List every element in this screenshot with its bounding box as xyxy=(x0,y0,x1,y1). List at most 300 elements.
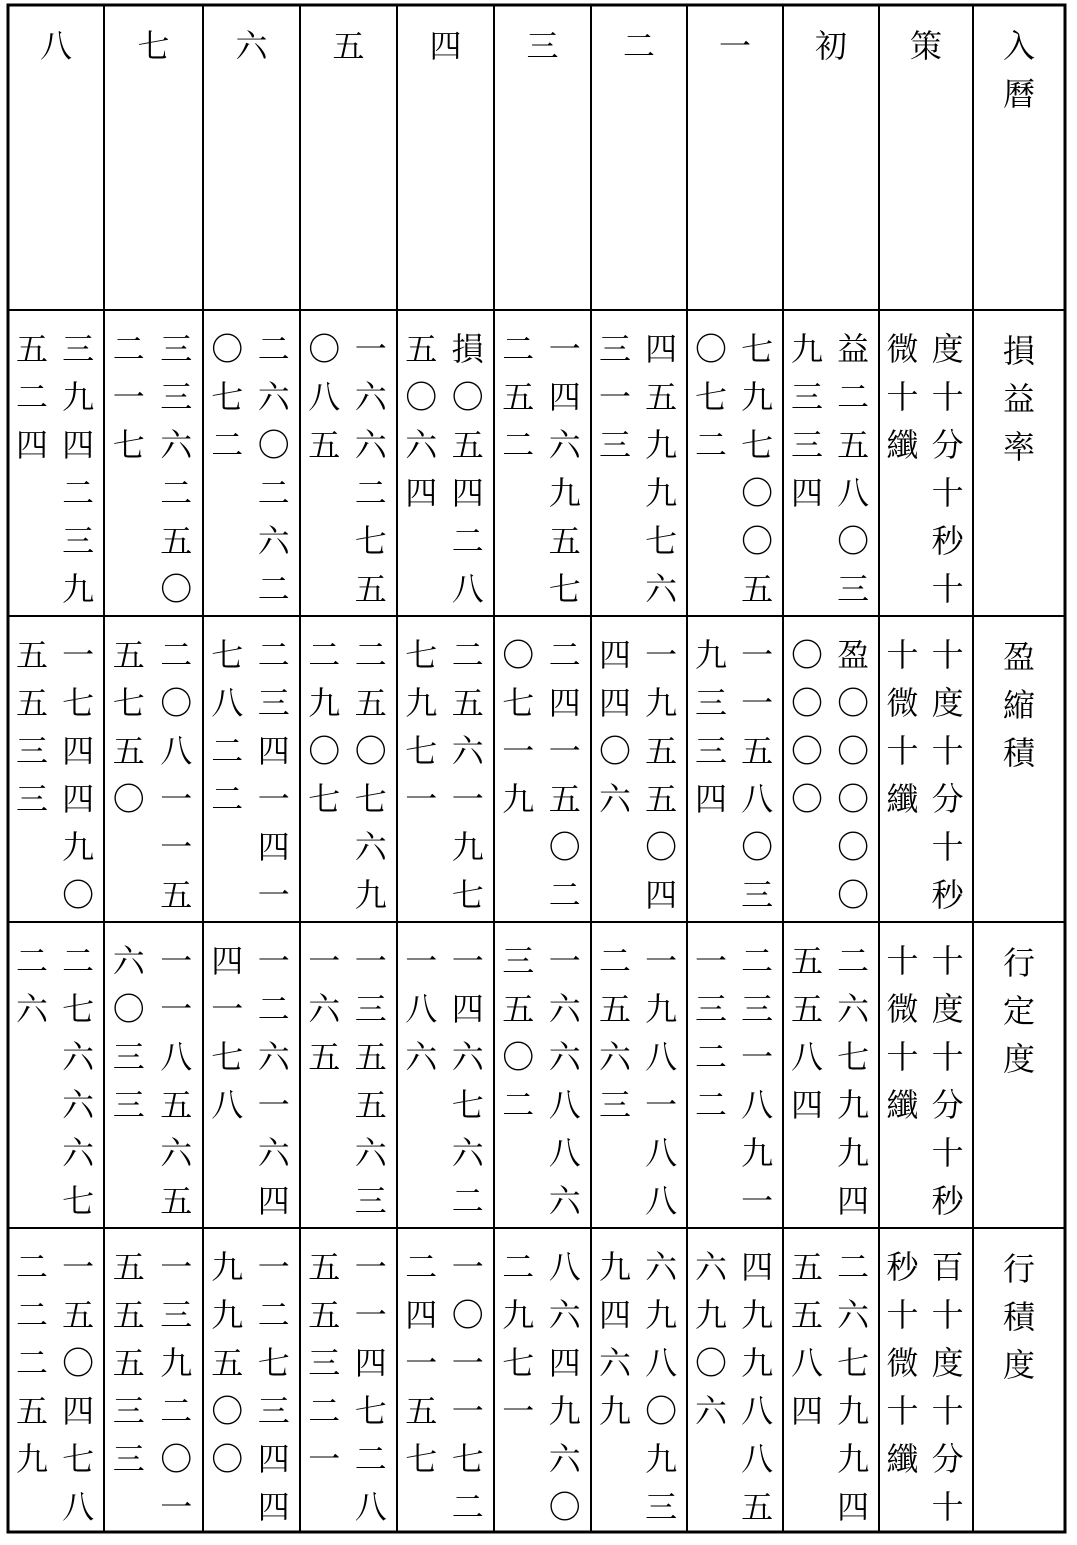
svg-text:七: 七 xyxy=(211,378,244,416)
svg-text:二: 二 xyxy=(62,942,95,980)
svg-text:二: 二 xyxy=(257,1296,290,1334)
svg-text:〇: 〇 xyxy=(548,1488,581,1526)
svg-text:一: 一 xyxy=(598,378,632,416)
svg-text:三: 三 xyxy=(694,684,728,722)
svg-text:四: 四 xyxy=(694,780,728,818)
table-cell-line xyxy=(308,636,340,818)
svg-text:三: 三 xyxy=(15,780,49,818)
table-cell-line xyxy=(405,636,437,818)
table-cell-line xyxy=(599,636,632,818)
svg-text:四: 四 xyxy=(15,426,49,464)
svg-text:五: 五 xyxy=(354,570,387,608)
svg-text:六: 六 xyxy=(548,1296,581,1334)
svg-text:〇: 〇 xyxy=(790,780,824,818)
table-cell-line xyxy=(791,942,823,1124)
svg-text:十: 十 xyxy=(931,942,964,980)
svg-text:八: 八 xyxy=(741,780,774,818)
table-cell-line xyxy=(452,1248,484,1526)
svg-text:二: 二 xyxy=(15,1344,49,1382)
svg-text:五: 五 xyxy=(451,684,484,722)
table-cell-line xyxy=(62,942,95,1220)
svg-text:二: 二 xyxy=(257,474,290,512)
svg-text:四: 四 xyxy=(257,1488,290,1526)
svg-text:一: 一 xyxy=(160,942,193,980)
svg-text:七: 七 xyxy=(405,732,438,770)
table-cell-line xyxy=(502,330,534,464)
svg-text:八: 八 xyxy=(211,1086,244,1124)
svg-text:五: 五 xyxy=(645,780,678,818)
svg-text:八: 八 xyxy=(790,1038,824,1076)
svg-text:一: 一 xyxy=(451,1248,484,1286)
svg-text:七: 七 xyxy=(502,684,535,722)
svg-text:二: 二 xyxy=(62,474,95,512)
svg-text:二: 二 xyxy=(741,942,774,980)
svg-text:七: 七 xyxy=(211,636,244,674)
svg-text:四: 四 xyxy=(598,684,632,722)
svg-text:三: 三 xyxy=(112,1038,145,1076)
table-cell-line xyxy=(886,636,918,818)
svg-text:三: 三 xyxy=(790,378,824,416)
svg-text:九: 九 xyxy=(694,636,728,674)
svg-text:六: 六 xyxy=(451,1038,484,1076)
svg-text:三: 三 xyxy=(160,330,193,368)
svg-text:九: 九 xyxy=(451,828,484,866)
svg-text:一: 一 xyxy=(160,1488,193,1526)
svg-text:一: 一 xyxy=(308,1440,341,1478)
table-cell-line xyxy=(741,636,773,914)
table-cell-line xyxy=(932,1248,964,1526)
svg-text:四: 四 xyxy=(451,474,484,512)
svg-text:七: 七 xyxy=(354,1392,387,1430)
svg-text:一: 一 xyxy=(548,732,581,770)
svg-text:七: 七 xyxy=(211,1038,244,1076)
svg-text:〇: 〇 xyxy=(211,1392,244,1430)
table-cell-line xyxy=(932,942,966,1220)
svg-text:十: 十 xyxy=(886,378,919,416)
svg-text:四: 四 xyxy=(211,942,244,980)
svg-text:四: 四 xyxy=(548,684,581,722)
svg-text:〇: 〇 xyxy=(502,636,535,674)
svg-text:九: 九 xyxy=(62,570,95,608)
svg-text:十: 十 xyxy=(886,1296,919,1334)
svg-text:八: 八 xyxy=(548,1248,581,1286)
svg-text:一: 一 xyxy=(502,1392,535,1430)
svg-text:十: 十 xyxy=(931,1134,964,1172)
svg-text:五: 五 xyxy=(405,1392,438,1430)
table-cell-line xyxy=(791,636,823,818)
svg-text:〇: 〇 xyxy=(837,828,870,866)
svg-text:二: 二 xyxy=(211,732,244,770)
table-cell-line xyxy=(452,636,485,914)
svg-text:二: 二 xyxy=(451,636,484,674)
svg-text:八: 八 xyxy=(451,570,484,608)
column-header xyxy=(815,27,847,65)
svg-text:三: 三 xyxy=(598,426,632,464)
svg-text:〇: 〇 xyxy=(112,990,145,1028)
svg-text:五: 五 xyxy=(741,570,774,608)
svg-text:四: 四 xyxy=(451,990,484,1028)
svg-text:盈: 盈 xyxy=(837,636,870,674)
table-cell-line xyxy=(599,942,632,1124)
svg-text:九: 九 xyxy=(837,1440,870,1478)
svg-text:〇: 〇 xyxy=(790,636,824,674)
svg-text:六: 六 xyxy=(160,1134,193,1172)
svg-text:八: 八 xyxy=(790,1344,824,1382)
svg-text:四: 四 xyxy=(62,780,95,818)
svg-text:〇: 〇 xyxy=(160,1440,193,1478)
svg-text:一: 一 xyxy=(451,942,484,980)
svg-text:〇: 〇 xyxy=(451,1296,484,1334)
table-cell-line xyxy=(886,942,918,1124)
svg-text:七: 七 xyxy=(112,426,145,464)
table-cell-line xyxy=(599,330,631,464)
svg-text:四: 四 xyxy=(257,1182,290,1220)
svg-text:微: 微 xyxy=(886,684,919,722)
svg-text:六: 六 xyxy=(354,828,387,866)
svg-text:二: 二 xyxy=(211,780,244,818)
table-cell-line xyxy=(791,1248,823,1430)
svg-text:三: 三 xyxy=(257,1392,290,1430)
svg-text:二: 二 xyxy=(502,1086,535,1124)
svg-text:五: 五 xyxy=(332,27,365,65)
svg-text:微: 微 xyxy=(886,990,919,1028)
svg-text:六: 六 xyxy=(354,1134,387,1172)
svg-text:八: 八 xyxy=(211,684,244,722)
svg-text:秒: 秒 xyxy=(931,876,964,914)
svg-text:微: 微 xyxy=(886,330,919,368)
svg-text:七: 七 xyxy=(694,378,728,416)
table-cell-line xyxy=(837,636,869,914)
svg-text:一: 一 xyxy=(405,1344,438,1382)
svg-text:九: 九 xyxy=(15,1440,49,1478)
svg-text:九: 九 xyxy=(790,330,824,368)
svg-text:四: 四 xyxy=(257,732,290,770)
svg-text:〇: 〇 xyxy=(451,378,484,416)
svg-text:〇: 〇 xyxy=(694,330,728,368)
svg-text:五: 五 xyxy=(790,1296,824,1334)
svg-text:八: 八 xyxy=(741,1440,774,1478)
svg-text:五: 五 xyxy=(741,1488,774,1526)
svg-text:六: 六 xyxy=(548,990,581,1028)
table-cell-line xyxy=(160,942,193,1220)
table-cell-line xyxy=(695,636,727,818)
svg-text:七: 七 xyxy=(137,27,170,65)
svg-text:七: 七 xyxy=(502,1344,535,1382)
svg-text:八: 八 xyxy=(741,1392,774,1430)
svg-text:一: 一 xyxy=(741,1182,774,1220)
svg-text:三: 三 xyxy=(354,990,387,1028)
svg-text:六: 六 xyxy=(62,1086,95,1124)
table-cell-line xyxy=(645,942,677,1220)
svg-text:二: 二 xyxy=(622,27,656,65)
svg-text:六: 六 xyxy=(160,426,193,464)
column-header xyxy=(429,27,461,65)
svg-text:五: 五 xyxy=(790,1248,824,1286)
svg-text:四: 四 xyxy=(598,636,632,674)
svg-text:四: 四 xyxy=(257,1440,290,1478)
svg-text:一: 一 xyxy=(354,330,387,368)
svg-text:十: 十 xyxy=(886,942,919,980)
svg-text:三: 三 xyxy=(598,1086,632,1124)
svg-text:一: 一 xyxy=(741,1038,774,1076)
svg-text:一: 一 xyxy=(160,990,193,1028)
svg-text:一: 一 xyxy=(257,1248,290,1286)
svg-text:二: 二 xyxy=(451,1182,484,1220)
svg-text:四: 四 xyxy=(405,1296,438,1334)
table-cell-line xyxy=(502,636,534,818)
svg-text:七: 七 xyxy=(741,426,774,464)
table-cell-line xyxy=(308,1248,340,1478)
svg-text:四: 四 xyxy=(741,1248,774,1286)
svg-text:四: 四 xyxy=(62,732,95,770)
svg-text:六: 六 xyxy=(548,1038,581,1076)
table-cell-line xyxy=(549,1248,582,1526)
svg-text:〇: 〇 xyxy=(160,570,193,608)
svg-text:一: 一 xyxy=(160,828,193,866)
svg-text:七: 七 xyxy=(257,1344,290,1382)
svg-text:六: 六 xyxy=(451,1134,484,1172)
svg-text:二: 二 xyxy=(354,636,387,674)
svg-text:四: 四 xyxy=(837,1488,870,1526)
svg-text:四: 四 xyxy=(645,876,678,914)
svg-text:十: 十 xyxy=(886,1392,919,1430)
svg-text:六: 六 xyxy=(112,942,145,980)
svg-text:三: 三 xyxy=(694,990,728,1028)
svg-text:四: 四 xyxy=(62,426,95,464)
svg-text:一: 一 xyxy=(405,942,438,980)
svg-text:四: 四 xyxy=(548,1344,581,1382)
svg-text:分: 分 xyxy=(931,1086,964,1124)
svg-text:七: 七 xyxy=(112,684,145,722)
svg-text:秒: 秒 xyxy=(931,522,964,560)
svg-text:二: 二 xyxy=(211,426,244,464)
svg-text:七: 七 xyxy=(62,1182,95,1220)
table-cell-line xyxy=(355,1248,387,1526)
svg-text:〇: 〇 xyxy=(837,522,870,560)
svg-text:三: 三 xyxy=(160,1296,193,1334)
svg-text:五: 五 xyxy=(645,732,678,770)
svg-text:五: 五 xyxy=(112,1296,145,1334)
column-header xyxy=(235,27,268,65)
svg-text:一: 一 xyxy=(645,1086,678,1124)
table-cell-line xyxy=(452,942,485,1220)
svg-text:九: 九 xyxy=(645,1296,678,1334)
table-cell-line xyxy=(355,330,388,608)
svg-text:六: 六 xyxy=(645,1248,678,1286)
svg-text:七: 七 xyxy=(645,522,678,560)
table-cell-line xyxy=(405,330,438,512)
svg-text:七: 七 xyxy=(354,522,387,560)
svg-text:〇: 〇 xyxy=(257,426,290,464)
svg-text:七: 七 xyxy=(405,1440,438,1478)
svg-text:五: 五 xyxy=(837,426,870,464)
svg-text:〇: 〇 xyxy=(837,876,870,914)
svg-text:六: 六 xyxy=(62,1038,95,1076)
svg-text:十: 十 xyxy=(931,1296,964,1334)
svg-text:六: 六 xyxy=(837,990,870,1028)
svg-text:一: 一 xyxy=(354,942,387,980)
svg-text:三: 三 xyxy=(62,330,95,368)
svg-text:一: 一 xyxy=(405,780,438,818)
svg-text:〇: 〇 xyxy=(694,1344,728,1382)
svg-text:〇: 〇 xyxy=(741,522,774,560)
svg-text:十: 十 xyxy=(931,378,964,416)
table-cell-line xyxy=(695,1248,728,1430)
table-cell-line xyxy=(160,636,192,914)
svg-text:〇: 〇 xyxy=(645,1392,678,1430)
svg-text:三: 三 xyxy=(112,1440,145,1478)
svg-text:二: 二 xyxy=(451,1488,484,1526)
svg-text:九: 九 xyxy=(308,684,341,722)
svg-text:率: 率 xyxy=(1002,428,1036,466)
table-cell-line xyxy=(549,330,582,608)
svg-text:五: 五 xyxy=(354,1086,387,1124)
svg-text:纖: 纖 xyxy=(886,426,919,464)
svg-text:行: 行 xyxy=(1002,944,1036,982)
svg-text:三: 三 xyxy=(354,1182,387,1220)
svg-text:五: 五 xyxy=(451,426,484,464)
svg-text:七: 七 xyxy=(451,1440,484,1478)
svg-text:二: 二 xyxy=(694,1038,728,1076)
svg-text:六: 六 xyxy=(62,1134,95,1172)
svg-text:七: 七 xyxy=(62,684,95,722)
table-cell-line xyxy=(62,330,94,608)
table-cell-line xyxy=(16,330,48,464)
svg-text:九: 九 xyxy=(741,1296,774,1334)
table-cell-line xyxy=(599,1248,632,1430)
svg-text:五: 五 xyxy=(645,378,678,416)
svg-text:六: 六 xyxy=(257,1038,290,1076)
svg-text:五: 五 xyxy=(160,1086,193,1124)
svg-text:二: 二 xyxy=(694,1086,728,1124)
svg-text:九: 九 xyxy=(837,1086,870,1124)
svg-text:四: 四 xyxy=(837,1182,870,1220)
svg-text:縮: 縮 xyxy=(1002,686,1036,724)
table-cell-line xyxy=(16,942,49,1028)
svg-text:二: 二 xyxy=(160,474,193,512)
svg-text:度: 度 xyxy=(931,990,964,1028)
svg-text:六: 六 xyxy=(354,378,387,416)
svg-text:五: 五 xyxy=(15,636,49,674)
svg-text:四: 四 xyxy=(790,474,824,512)
svg-text:五: 五 xyxy=(790,942,824,980)
svg-text:積: 積 xyxy=(1002,734,1036,772)
svg-text:七: 七 xyxy=(741,330,774,368)
svg-text:七: 七 xyxy=(837,1038,870,1076)
svg-text:六: 六 xyxy=(257,1134,290,1172)
svg-text:四: 四 xyxy=(548,378,581,416)
svg-text:七: 七 xyxy=(837,1344,870,1382)
svg-text:九: 九 xyxy=(645,1440,678,1478)
table-cell-line xyxy=(211,1248,243,1478)
svg-text:六: 六 xyxy=(405,1038,438,1076)
svg-text:定: 定 xyxy=(1002,992,1036,1030)
svg-text:五: 五 xyxy=(502,990,535,1028)
svg-text:二: 二 xyxy=(837,1248,870,1286)
svg-text:〇: 〇 xyxy=(62,876,95,914)
svg-text:九: 九 xyxy=(645,426,678,464)
svg-text:二: 二 xyxy=(257,570,290,608)
table-cell-line xyxy=(645,636,677,914)
svg-text:一: 一 xyxy=(160,780,193,818)
svg-text:二: 二 xyxy=(837,378,870,416)
svg-text:〇: 〇 xyxy=(211,330,244,368)
svg-text:三: 三 xyxy=(741,876,774,914)
table-cell-line xyxy=(113,330,145,464)
table-cell-line xyxy=(258,942,291,1220)
table-cell-line xyxy=(886,330,918,464)
svg-text:十: 十 xyxy=(931,828,964,866)
table-cell-line xyxy=(549,942,582,1220)
table-cell-line xyxy=(113,942,146,1124)
svg-text:六: 六 xyxy=(837,1296,870,1334)
svg-text:五: 五 xyxy=(548,522,581,560)
svg-text:三: 三 xyxy=(598,330,632,368)
svg-text:八: 八 xyxy=(354,1488,387,1526)
svg-text:〇: 〇 xyxy=(837,732,870,770)
table-cell-line xyxy=(16,1248,48,1478)
svg-text:九: 九 xyxy=(354,876,387,914)
svg-text:一: 一 xyxy=(354,1248,387,1286)
svg-text:五: 五 xyxy=(160,1182,193,1220)
svg-text:三: 三 xyxy=(502,942,535,980)
svg-text:八: 八 xyxy=(160,732,193,770)
svg-text:三: 三 xyxy=(694,732,728,770)
svg-text:一: 一 xyxy=(257,876,290,914)
table-cell-line xyxy=(695,330,727,464)
svg-text:二: 二 xyxy=(257,636,290,674)
svg-text:六: 六 xyxy=(15,990,49,1028)
svg-text:五: 五 xyxy=(308,1038,341,1076)
svg-text:七: 七 xyxy=(354,780,387,818)
svg-text:秒: 秒 xyxy=(886,1248,919,1286)
svg-text:一: 一 xyxy=(62,1248,95,1286)
svg-text:一: 一 xyxy=(160,1248,193,1286)
svg-text:六: 六 xyxy=(257,522,290,560)
svg-text:積: 積 xyxy=(1002,1298,1036,1336)
svg-text:三: 三 xyxy=(15,732,49,770)
svg-text:九: 九 xyxy=(837,1134,870,1172)
svg-text:二: 二 xyxy=(15,378,49,416)
svg-text:二: 二 xyxy=(112,330,145,368)
svg-text:纖: 纖 xyxy=(886,1440,919,1478)
svg-text:八: 八 xyxy=(548,1086,581,1124)
svg-text:百: 百 xyxy=(931,1248,964,1286)
svg-text:四: 四 xyxy=(354,1344,387,1382)
svg-text:五: 五 xyxy=(112,1248,145,1286)
svg-text:三: 三 xyxy=(112,1086,145,1124)
svg-text:盈: 盈 xyxy=(1002,638,1036,676)
svg-text:二: 二 xyxy=(694,426,728,464)
svg-text:三: 三 xyxy=(526,27,559,65)
svg-text:一: 一 xyxy=(257,1086,290,1124)
svg-text:二: 二 xyxy=(160,636,193,674)
svg-text:六: 六 xyxy=(548,426,581,464)
table-cell-line xyxy=(211,636,243,818)
table-cell-line xyxy=(405,1248,437,1478)
svg-text:十: 十 xyxy=(931,636,964,674)
svg-text:二: 二 xyxy=(15,1248,49,1286)
svg-text:益: 益 xyxy=(837,330,870,368)
svg-text:〇: 〇 xyxy=(112,780,145,818)
table-cell-line xyxy=(258,330,291,608)
svg-text:一: 一 xyxy=(645,636,678,674)
svg-text:九: 九 xyxy=(645,684,678,722)
svg-text:〇: 〇 xyxy=(308,330,341,368)
svg-text:一: 一 xyxy=(694,942,728,980)
table-cell-line xyxy=(160,330,193,608)
table-cell-line xyxy=(695,942,727,1124)
